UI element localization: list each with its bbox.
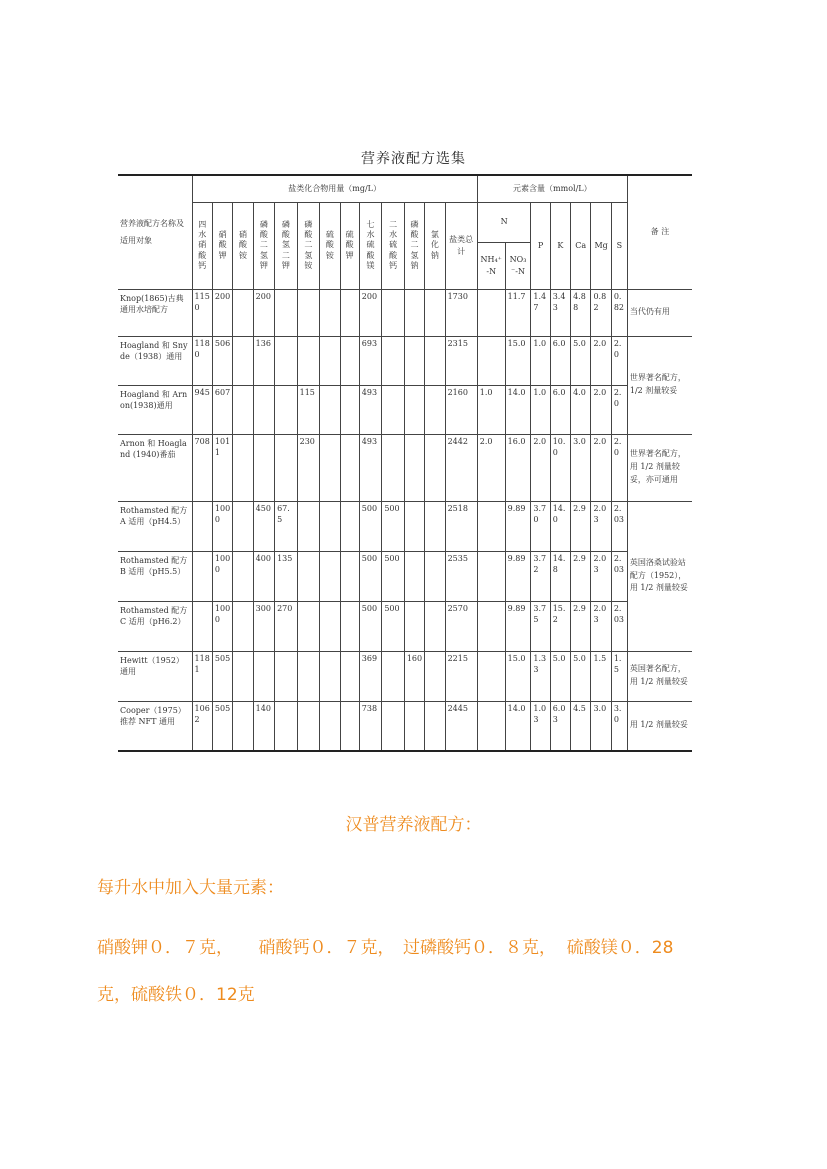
value-cell bbox=[404, 289, 424, 336]
value-cell: 140 bbox=[253, 701, 274, 751]
value-cell bbox=[382, 701, 405, 751]
value-cell: 1181 bbox=[192, 651, 212, 701]
value-cell: 0.82 bbox=[611, 289, 627, 336]
body-line-2: 硝酸钾０．７克， 硝酸钙０．７克， 过磷酸钙０．８克， 硫酸镁０．28 bbox=[97, 938, 674, 958]
value-cell: 1000 bbox=[212, 601, 232, 651]
value-cell bbox=[425, 701, 445, 751]
value-cell: 9.89 bbox=[505, 551, 531, 601]
value-cell: 1.0 bbox=[531, 385, 550, 434]
value-cell: 2.0 bbox=[591, 336, 611, 385]
value-cell: 945 bbox=[192, 385, 212, 434]
value-cell: 3.72 bbox=[531, 551, 550, 601]
body-line-1: 每升水中加入大量元素： bbox=[97, 878, 284, 898]
value-cell: 500 bbox=[382, 501, 405, 551]
value-cell: 4.88 bbox=[571, 289, 591, 336]
header-nh4-n: NH₄⁺-N bbox=[477, 242, 505, 289]
value-cell bbox=[404, 601, 424, 651]
value-cell bbox=[320, 336, 340, 385]
value-cell: 506 bbox=[212, 336, 232, 385]
value-cell: 160 bbox=[404, 651, 424, 701]
value-cell bbox=[404, 501, 424, 551]
table-row bbox=[118, 385, 692, 434]
header-total: 盐类总计 bbox=[445, 202, 477, 289]
value-cell bbox=[340, 701, 359, 751]
value-cell: 2442 bbox=[445, 434, 477, 501]
formula-name: Knop(1865)古典通用水培配方 bbox=[118, 289, 192, 336]
value-cell: 200 bbox=[359, 289, 382, 336]
value-cell: 708 bbox=[192, 434, 212, 501]
value-cell bbox=[233, 601, 253, 651]
note-cell: 世界著名配方，1/2 剂量较妥 bbox=[627, 336, 692, 434]
formula-name: Hoagland 和 Snyde（1938）通用 bbox=[118, 336, 192, 385]
value-cell bbox=[297, 701, 320, 751]
salt-header-2: 硝 酸 铵 bbox=[233, 202, 253, 289]
value-cell: 2.9 bbox=[571, 551, 591, 601]
value-cell: 2.03 bbox=[591, 501, 611, 551]
value-cell bbox=[320, 651, 340, 701]
value-cell: 1.33 bbox=[531, 651, 550, 701]
value-cell bbox=[320, 434, 340, 501]
value-cell: 500 bbox=[359, 501, 382, 551]
value-cell: 1.0 bbox=[477, 385, 505, 434]
body-line-3: 克，硫酸铁０．12克 bbox=[97, 985, 255, 1005]
note-cell: 世界著名配方，用 1/2 剂量较妥，亦可通用 bbox=[627, 434, 692, 501]
header-ca: Ca bbox=[571, 202, 591, 289]
value-cell: 14.8 bbox=[550, 551, 570, 601]
value-cell: 2.0 bbox=[611, 434, 627, 501]
value-cell: 3.0 bbox=[571, 434, 591, 501]
value-cell: 200 bbox=[212, 289, 232, 336]
value-cell: 9.89 bbox=[505, 501, 531, 551]
value-cell bbox=[404, 551, 424, 601]
value-cell bbox=[233, 501, 253, 551]
value-cell bbox=[320, 289, 340, 336]
value-cell bbox=[477, 601, 505, 651]
value-cell: 2.03 bbox=[591, 601, 611, 651]
value-cell: 5.0 bbox=[550, 651, 570, 701]
salt-header-5: 磷 酸 二 氢 铵 bbox=[297, 202, 320, 289]
value-cell: 0.82 bbox=[591, 289, 611, 336]
value-cell bbox=[382, 434, 405, 501]
value-cell bbox=[425, 385, 445, 434]
value-cell bbox=[275, 385, 298, 434]
table-row bbox=[118, 501, 692, 551]
value-cell bbox=[477, 336, 505, 385]
table-row bbox=[118, 551, 692, 601]
formula-name: Hewitt（1952）通用 bbox=[118, 651, 192, 701]
value-cell: 400 bbox=[253, 551, 274, 601]
salt-header-6: 硫 酸 铵 bbox=[320, 202, 340, 289]
header-formula-name: 营养液配方名称及适用对象 bbox=[118, 175, 192, 289]
salt-header-1: 硝 酸 钾 bbox=[212, 202, 232, 289]
table-row bbox=[118, 601, 692, 651]
value-cell: 450 bbox=[253, 501, 274, 551]
formula-name: Rothamsted 配方 B 适用（pH5.5） bbox=[118, 551, 192, 601]
note-cell: 当代仍有用 bbox=[627, 289, 692, 336]
value-cell bbox=[320, 551, 340, 601]
value-cell bbox=[233, 385, 253, 434]
value-cell bbox=[477, 701, 505, 751]
value-cell bbox=[233, 551, 253, 601]
value-cell: 10.0 bbox=[550, 434, 570, 501]
value-cell: 115 bbox=[297, 385, 320, 434]
value-cell bbox=[297, 289, 320, 336]
value-cell: 300 bbox=[253, 601, 274, 651]
header-k: K bbox=[550, 202, 570, 289]
value-cell: 738 bbox=[359, 701, 382, 751]
value-cell bbox=[340, 651, 359, 701]
value-cell: 1.5 bbox=[591, 651, 611, 701]
value-cell bbox=[192, 551, 212, 601]
formula-name: Rothamsted 配方 A 适用（pH4.5） bbox=[118, 501, 192, 551]
value-cell bbox=[253, 434, 274, 501]
salt-header-4: 磷 酸 氢 二 钾 bbox=[275, 202, 298, 289]
value-cell: 11.7 bbox=[505, 289, 531, 336]
value-cell: 16.0 bbox=[505, 434, 531, 501]
header-note: 备 注 bbox=[627, 175, 692, 289]
value-cell bbox=[275, 701, 298, 751]
header-salt-group: 盐类化合物用量（mg/L） bbox=[192, 175, 477, 202]
salt-header-0: 四 水 硝 酸 钙 bbox=[192, 202, 212, 289]
value-cell bbox=[340, 385, 359, 434]
value-cell bbox=[233, 701, 253, 751]
value-cell: 693 bbox=[359, 336, 382, 385]
formula-name: Arnon 和 Hoagland (1940)番茄 bbox=[118, 434, 192, 501]
value-cell: 500 bbox=[382, 551, 405, 601]
value-cell: 5.0 bbox=[571, 651, 591, 701]
value-cell bbox=[477, 651, 505, 701]
value-cell bbox=[425, 551, 445, 601]
value-cell: 3.70 bbox=[531, 501, 550, 551]
value-cell bbox=[425, 336, 445, 385]
value-cell: 1.5 bbox=[611, 651, 627, 701]
value-cell bbox=[297, 501, 320, 551]
note-cell: 用 1/2 剂量较妥 bbox=[627, 701, 692, 751]
value-cell: 4.0 bbox=[571, 385, 591, 434]
header-n: N bbox=[477, 202, 531, 242]
value-cell bbox=[404, 434, 424, 501]
value-cell: 3.43 bbox=[550, 289, 570, 336]
table-row bbox=[118, 701, 692, 751]
value-cell: 500 bbox=[359, 601, 382, 651]
value-cell: 230 bbox=[297, 434, 320, 501]
note-cell: 英国著名配方，用 1/2 剂量较妥 bbox=[627, 651, 692, 701]
nutrient-table bbox=[118, 174, 692, 752]
value-cell: 14.0 bbox=[505, 385, 531, 434]
value-cell: 2315 bbox=[445, 336, 477, 385]
value-cell bbox=[275, 651, 298, 701]
value-cell bbox=[253, 651, 274, 701]
table-title: 营养液配方选集 bbox=[361, 151, 466, 167]
value-cell: 1150 bbox=[192, 289, 212, 336]
value-cell: 2445 bbox=[445, 701, 477, 751]
value-cell bbox=[253, 385, 274, 434]
value-cell: 5.0 bbox=[571, 336, 591, 385]
value-cell: 15.0 bbox=[505, 651, 531, 701]
value-cell bbox=[340, 551, 359, 601]
value-cell: 1062 bbox=[192, 701, 212, 751]
table-row bbox=[118, 289, 692, 336]
value-cell: 2160 bbox=[445, 385, 477, 434]
value-cell: 2.9 bbox=[571, 501, 591, 551]
value-cell: 3.75 bbox=[531, 601, 550, 651]
value-cell: 3.0 bbox=[611, 701, 627, 751]
value-cell: 2215 bbox=[445, 651, 477, 701]
value-cell: 607 bbox=[212, 385, 232, 434]
value-cell bbox=[425, 434, 445, 501]
value-cell: 2.03 bbox=[611, 601, 627, 651]
table-row bbox=[118, 651, 692, 701]
value-cell: 6.03 bbox=[550, 701, 570, 751]
value-cell: 14.0 bbox=[550, 501, 570, 551]
value-cell: 67.5 bbox=[275, 501, 298, 551]
value-cell bbox=[192, 601, 212, 651]
salt-header-3: 磷 酸 二 氢 钾 bbox=[253, 202, 274, 289]
value-cell bbox=[275, 289, 298, 336]
value-cell: 2.9 bbox=[571, 601, 591, 651]
value-cell: 6.0 bbox=[550, 385, 570, 434]
value-cell bbox=[382, 385, 405, 434]
value-cell: 505 bbox=[212, 701, 232, 751]
value-cell bbox=[340, 601, 359, 651]
value-cell bbox=[404, 385, 424, 434]
value-cell bbox=[233, 434, 253, 501]
value-cell bbox=[382, 651, 405, 701]
value-cell: 200 bbox=[253, 289, 274, 336]
value-cell bbox=[233, 336, 253, 385]
value-cell bbox=[404, 336, 424, 385]
value-cell: 2.0 bbox=[531, 434, 550, 501]
value-cell bbox=[382, 289, 405, 336]
formula-name: Hoagland 和 Arnon(1938)通用 bbox=[118, 385, 192, 434]
header-element-group: 元素含量（mmol/L） bbox=[477, 175, 627, 202]
value-cell bbox=[425, 651, 445, 701]
formula-name: Rothamsted 配方 C 适用（pH6.2） bbox=[118, 601, 192, 651]
value-cell: 2.0 bbox=[611, 385, 627, 434]
value-cell: 2.03 bbox=[611, 551, 627, 601]
value-cell: 2518 bbox=[445, 501, 477, 551]
value-cell: 9.89 bbox=[505, 601, 531, 651]
formula-name: Cooper（1975）推荐 NFT 通用 bbox=[118, 701, 192, 751]
value-cell bbox=[477, 501, 505, 551]
header-p: P bbox=[531, 202, 550, 289]
value-cell: 2.0 bbox=[591, 385, 611, 434]
value-cell bbox=[275, 434, 298, 501]
value-cell bbox=[404, 701, 424, 751]
value-cell bbox=[233, 289, 253, 336]
salt-header-8: 七 水 硫 酸 镁 bbox=[359, 202, 382, 289]
value-cell: 493 bbox=[359, 434, 382, 501]
value-cell bbox=[320, 501, 340, 551]
value-cell bbox=[340, 336, 359, 385]
value-cell: 2570 bbox=[445, 601, 477, 651]
value-cell: 1000 bbox=[212, 501, 232, 551]
value-cell bbox=[340, 289, 359, 336]
value-cell: 2.03 bbox=[611, 501, 627, 551]
value-cell: 136 bbox=[253, 336, 274, 385]
value-cell: 6.0 bbox=[550, 336, 570, 385]
section-subtitle: 汉普营养液配方： bbox=[345, 815, 482, 835]
value-cell bbox=[425, 289, 445, 336]
value-cell bbox=[297, 601, 320, 651]
value-cell: 2.0 bbox=[477, 434, 505, 501]
value-cell: 4.5 bbox=[571, 701, 591, 751]
value-cell: 1180 bbox=[192, 336, 212, 385]
value-cell bbox=[297, 551, 320, 601]
value-cell bbox=[425, 601, 445, 651]
salt-header-9: 二 水 硫 酸 钙 bbox=[382, 202, 405, 289]
salt-header-7: 硫 酸 钾 bbox=[340, 202, 359, 289]
value-cell: 500 bbox=[382, 601, 405, 651]
value-cell: 2.0 bbox=[611, 336, 627, 385]
salt-header-11: 氯 化 钠 bbox=[425, 202, 445, 289]
value-cell bbox=[340, 434, 359, 501]
value-cell: 1.0 bbox=[531, 336, 550, 385]
value-cell: 1.03 bbox=[531, 701, 550, 751]
value-cell: 2.0 bbox=[591, 434, 611, 501]
value-cell: 270 bbox=[275, 601, 298, 651]
salt-header-10: 磷 酸 二 氢 钠 bbox=[404, 202, 424, 289]
value-cell bbox=[297, 336, 320, 385]
value-cell: 15.2 bbox=[550, 601, 570, 651]
value-cell: 1000 bbox=[212, 551, 232, 601]
value-cell bbox=[320, 601, 340, 651]
note-cell: 英国洛桑试验站配方（1952），用 1/2 剂量较妥 bbox=[627, 501, 692, 651]
value-cell: 369 bbox=[359, 651, 382, 701]
value-cell bbox=[340, 501, 359, 551]
value-cell: 135 bbox=[275, 551, 298, 601]
value-cell bbox=[275, 336, 298, 385]
header-no3-n: NO₃⁻-N bbox=[505, 242, 531, 289]
value-cell: 2535 bbox=[445, 551, 477, 601]
value-cell bbox=[477, 289, 505, 336]
header-mg: Mg bbox=[591, 202, 611, 289]
value-cell: 15.0 bbox=[505, 336, 531, 385]
value-cell bbox=[477, 551, 505, 601]
value-cell bbox=[320, 701, 340, 751]
value-cell: 14.0 bbox=[505, 701, 531, 751]
value-cell: 500 bbox=[359, 551, 382, 601]
value-cell bbox=[382, 336, 405, 385]
value-cell: 3.0 bbox=[591, 701, 611, 751]
value-cell: 1.47 bbox=[531, 289, 550, 336]
table-row bbox=[118, 434, 692, 501]
value-cell: 1011 bbox=[212, 434, 232, 501]
table-row bbox=[118, 336, 692, 385]
value-cell bbox=[233, 651, 253, 701]
value-cell: 505 bbox=[212, 651, 232, 701]
value-cell bbox=[425, 501, 445, 551]
value-cell bbox=[192, 501, 212, 551]
value-cell: 493 bbox=[359, 385, 382, 434]
value-cell bbox=[297, 651, 320, 701]
header-s: S bbox=[611, 202, 627, 289]
value-cell: 1730 bbox=[445, 289, 477, 336]
value-cell: 2.03 bbox=[591, 551, 611, 601]
value-cell bbox=[320, 385, 340, 434]
